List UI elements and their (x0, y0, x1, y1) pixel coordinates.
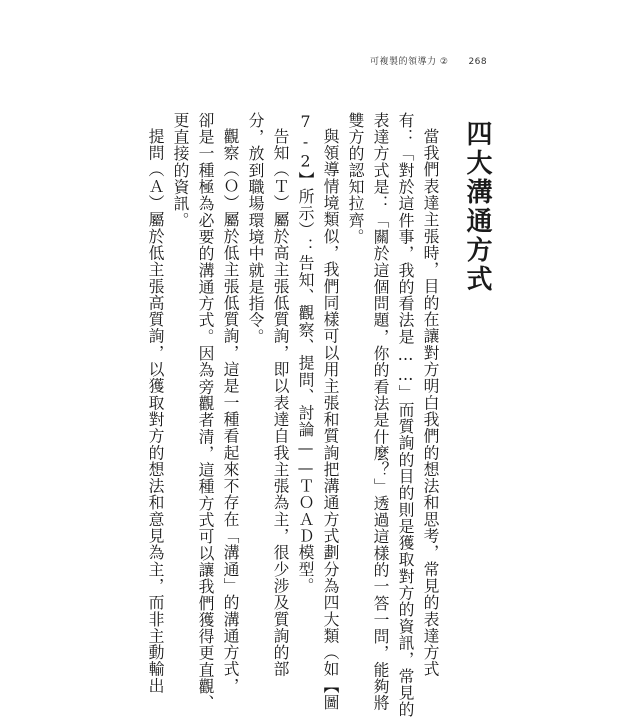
running-header (370, 54, 487, 67)
text-line-5: 與領導情境類似，我們同樣可以用主張和質詢把溝通方式劃分為四大類（如【圖 (321, 128, 340, 711)
text-line-1: 當我們表達主張時，目的在讓對方明白我們的想法和思考，常見的表達方式 (421, 128, 440, 678)
text-line-8: 分，放到職場環境中就是指令。 (246, 112, 265, 346)
text-line-11: 更直接的資訊。 (171, 112, 190, 229)
chapter-title: 四大溝通方式 (462, 120, 492, 294)
text-line-2: 有：「對於這件事，我的看法是……」而質詢的目的則是獲取對方的資訊，常見的 (396, 112, 415, 718)
page-body (146, 112, 492, 718)
text-line-12: 提問（Ａ）屬於低主張高質詢，以獲取對方的想法和意見為主，而非主動輸出 (146, 128, 165, 695)
text-line-7: 告知（Ｔ）屬於高主張低質詢，即以表達自我主張為主，很少涉及質詢的部 (271, 128, 290, 678)
text-line-10: 卻是一種極為必要的溝通方式。因為旁觀者清，這種方式可以讓我們獲得更直觀、 (196, 112, 215, 712)
text-line-9: 觀察（Ｏ）屬於低主張低質詢，這是一種看起來不存在「溝通」的溝通方式， (221, 128, 240, 695)
text-line-6: 7-2】所示）：告知、觀察、提問、討論——ＴＯＡＤ模型。 (296, 112, 315, 595)
page-number: 268 (468, 57, 488, 67)
text-line-3: 表達方式是：「關於這個問題，你的看法是什麼？」透過這樣的一答一問，能夠將 (371, 112, 390, 712)
text-line-4: 雙方的認知拉齊。 (346, 112, 365, 246)
book-title: 可複製的領導力 ② (370, 57, 449, 67)
